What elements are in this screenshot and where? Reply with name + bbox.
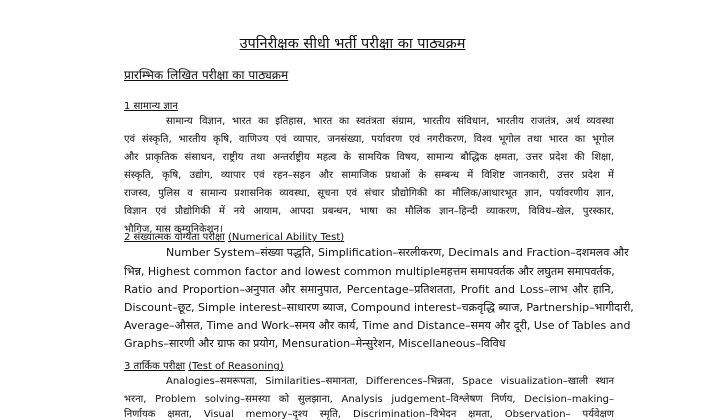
paragraph-line: Number System–संख्या पद्धति, Simplification–सरलीकरण, Decimals and Fraction–दशमलव और xyxy=(166,246,629,259)
heading-text: 1 सामान्य ज्ञान xyxy=(124,101,178,112)
paragraph-line: Analogies–समरूपता, Similarities–समानता, Differences–भिन्नता, Space visualization–खाली स्थान xyxy=(166,376,614,387)
paragraph-line: भरना, Problem solving–समस्या को सुलझाना, Analysis judgement–विश्लेषण निर्णय, Decision–making– xyxy=(124,394,614,405)
section-heading-reasoning xyxy=(124,358,284,372)
heading-text-hindi: 2 संख्यात्मक योग्यता परीक्षा xyxy=(124,232,225,243)
paragraph-line: Graphs–सारणी और ग्राफ का प्रयोग, Mensuration–मेन्सुरेशन, Miscellaneous–विविध xyxy=(124,337,506,350)
heading-text-english: (Numerical Ability Test) xyxy=(227,232,345,243)
paragraph-line: भौगिज, मास कम्युनिकेशन। xyxy=(124,224,223,235)
paragraph-line: संस्कृति, कृषि, उद्योग, व्यापार एवं रहन–सहन और सामाजिक प्रथाओं के सम्बन्ध में विशिष्ट जानकारी, उत्तर प्रदेश में xyxy=(124,170,614,181)
page-title: उपनिरीक्षक सीधी भर्ती परीक्षा का पाठ्यक्रम xyxy=(239,36,466,52)
paragraph-line: विज्ञान एवं प्रौद्योगिकी में नये आयाम, आपदा प्रबन्धन, भाषा का मौलिक ज्ञान–हिन्दी व्याकरण, विविध–खेल, पुरस्कार, xyxy=(124,206,614,217)
paragraph-line: एवं संस्कृति, भारतीय कृषि, वाणिज्य एवं व्यापार, जनसंख्या, पर्यावरण एवं नगरीकरण, विश्व भूगोल तथा भारत का भूगोल xyxy=(124,134,614,145)
paragraph-line: सामान्य विज्ञान, भारत का इतिहास, भारत का स्वतंत्रता संग्राम, भारतीय संविधान, भारतीय राजतंत्र, अर्थ व्यवस्था xyxy=(166,116,614,127)
section-heading-general-knowledge xyxy=(124,98,178,112)
paragraph-line: Average–औसत, Time and Work–समय और कार्य, Time and Distance–समय और दूरी, Use of Tables and xyxy=(124,319,631,332)
paragraph-line: और प्राकृतिक संसाधन, राष्ट्रीय तथा अन्तर्राष्ट्रीय महत्व के सामयिक विषय, सामान्य बौद्धिक क्षमता, उत्तर प्रदेश की शिक्षा, xyxy=(124,152,614,163)
paragraph-line: राजस्व, पुलिस व सामान्य प्रशासनिक व्यवस्था, सूचना एवं संचार प्रौद्योगिकी का मौलिक/आधारभूत ज्ञान, पर्यावरणीय ज्ञान, xyxy=(124,188,614,199)
paragraph-line: Ratio and Proportion–अनुपात और समानुपात, Percentage–प्रतिशतता, Profit and Loss–लाभ और हानि, xyxy=(124,283,614,296)
heading-text-english: (Test of Reasoning) xyxy=(188,361,284,372)
paragraph-line: निर्णायक क्षमता, Visual memory–दृश्य स्मृति, Discrimination–विभेदन क्षमता, Observation– पर्यवेक्षण xyxy=(124,409,614,420)
paragraph-line: भिन्न, Highest common factor and lowest common multipleमहत्तम समापवर्तक और लघुतम समापवर्तक, xyxy=(124,265,615,278)
paragraph-line: Discount–छूट, Simple interest–साधारण ब्याज, Compound interest–चक्रवृद्धि ब्याज, Partnership–भागीदारी, xyxy=(124,301,634,314)
section-subtitle: प्रारम्भिक लिखित परीक्षा का पाठ्यक्रम xyxy=(124,68,289,82)
section-heading-numerical-ability xyxy=(124,229,344,243)
heading-text-hindi: 3 तार्किक परीक्षा xyxy=(124,361,186,372)
